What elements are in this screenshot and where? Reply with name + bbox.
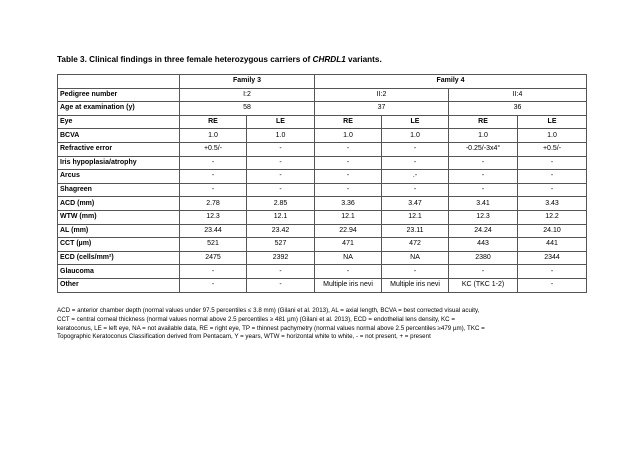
- table-cell: -: [518, 183, 587, 197]
- footnote-line: Topographic Keratoconus Classification derived from Pentacam, Y = years, WTW = horizontal white to white, - = not present, + = present: [57, 333, 431, 341]
- table-cell: 1.0: [449, 129, 518, 143]
- table-cell: NA: [315, 251, 382, 265]
- table-cell: 2392: [247, 251, 315, 265]
- row-label-glaucoma: Glaucoma: [58, 265, 180, 279]
- row-label-cct-m: CCT (µm): [58, 238, 180, 252]
- table-cell: 24.24: [449, 224, 518, 238]
- table-cell: RE: [180, 115, 247, 129]
- table-cell: -: [315, 170, 382, 184]
- table-cell: LE: [518, 115, 587, 129]
- table-cell: -: [180, 265, 247, 279]
- table-cell: RE: [315, 115, 382, 129]
- table-cell: 3.43: [518, 197, 587, 211]
- table-row: [58, 210, 587, 224]
- table-row: [58, 170, 587, 184]
- table-cell: I:2: [180, 88, 315, 102]
- table-cell: 521: [180, 238, 247, 252]
- table-cell: -: [180, 170, 247, 184]
- table-cell: -: [247, 183, 315, 197]
- family-header: Family 3: [180, 75, 315, 89]
- table-cell: -: [247, 265, 315, 279]
- row-label-ecd-cells-mm: ECD (cells/mm²): [58, 251, 180, 265]
- row-label-other: Other: [58, 278, 180, 292]
- table-row: [58, 102, 587, 116]
- table-cell: -0.25/-3x4°: [449, 142, 518, 156]
- table-cell: 2.85: [247, 197, 315, 211]
- row-label-al-mm: AL (mm): [58, 224, 180, 238]
- table-row: [58, 156, 587, 170]
- table-cell: -: [247, 142, 315, 156]
- table-row: [58, 224, 587, 238]
- table-cell: 23.44: [180, 224, 247, 238]
- table-row: [58, 183, 587, 197]
- table-cell: -: [518, 170, 587, 184]
- table-cell: RE: [449, 115, 518, 129]
- table-cell: -: [315, 183, 382, 197]
- table-cell: .-: [382, 170, 449, 184]
- table-cell: LE: [247, 115, 315, 129]
- table-cell: 12.1: [247, 210, 315, 224]
- table-cell: 471: [315, 238, 382, 252]
- table-cell: -: [518, 265, 587, 279]
- caption-gene: CHRDL1: [312, 55, 346, 64]
- table-row: [58, 115, 587, 129]
- family-header: Family 4: [315, 75, 587, 89]
- clinical-findings-table: [57, 74, 587, 293]
- row-label-refractive-error: Refractive error: [58, 142, 180, 156]
- table-cell: 12.3: [449, 210, 518, 224]
- table-cell: -: [382, 156, 449, 170]
- table-cell: 1.0: [180, 129, 247, 143]
- table-cell: 441: [518, 238, 587, 252]
- footnote-line: ACD = anterior chamber depth (normal values under 97.5 percentiles ≤ 3.8 mm) (Gilani et al. 2013), AL = axial length, BCVA = best corrected visual acuity,: [57, 307, 480, 314]
- table-cell: +0.5/-: [180, 142, 247, 156]
- table-cell: 3.41: [449, 197, 518, 211]
- table-cell: 2380: [449, 251, 518, 265]
- table-cell: 3.47: [382, 197, 449, 211]
- row-label-iris-hypoplasia-atrophy: Iris hypoplasia/atrophy: [58, 156, 180, 170]
- table-cell: +0.5/-: [518, 142, 587, 156]
- table-footnote: [57, 307, 597, 342]
- table-row: [58, 251, 587, 265]
- table-cell: -: [315, 156, 382, 170]
- caption-prefix: Table 3. Clinical findings in three female heterozygous carriers of: [57, 55, 313, 64]
- table-cell: -: [247, 278, 315, 292]
- table-cell: -: [315, 265, 382, 279]
- table-cell: -: [449, 156, 518, 170]
- table-cell: 37: [315, 102, 449, 116]
- table-cell: -: [180, 278, 247, 292]
- table-cell: 443: [449, 238, 518, 252]
- table-cell: LE: [382, 115, 449, 129]
- table-cell: II:4: [449, 88, 587, 102]
- table-cell: -: [518, 156, 587, 170]
- table-cell: 1.0: [382, 129, 449, 143]
- table-cell: II:2: [315, 88, 449, 102]
- caption-suffix: variants.: [345, 55, 382, 64]
- row-label-shagreen: Shagreen: [58, 183, 180, 197]
- row-label-wtw-mm: WTW (mm): [58, 210, 180, 224]
- table-cell: 1.0: [247, 129, 315, 143]
- table-cell: 472: [382, 238, 449, 252]
- table-cell: -: [518, 278, 587, 292]
- table-cell: -: [315, 142, 382, 156]
- table-cell: 24.10: [518, 224, 587, 238]
- table-cell: Multiple iris nevi: [315, 278, 382, 292]
- row-label-eye: Eye: [58, 115, 180, 129]
- table-cell: -: [449, 183, 518, 197]
- row-label-acd-mm: ACD (mm): [58, 197, 180, 211]
- table-cell: 12.3: [180, 210, 247, 224]
- table-cell: NA: [382, 251, 449, 265]
- table-cell: -: [247, 170, 315, 184]
- table-cell: KC (TKC 1-2): [449, 278, 518, 292]
- header-corner: [58, 75, 180, 89]
- row-label-pedigree-number: Pedigree number: [58, 88, 180, 102]
- table-cell: 23.42: [247, 224, 315, 238]
- table-row: [58, 142, 587, 156]
- table-cell: 22.94: [315, 224, 382, 238]
- table-cell: -: [382, 265, 449, 279]
- table-cell: 23.11: [382, 224, 449, 238]
- table-cell: 2475: [180, 251, 247, 265]
- table-cell: 12.1: [315, 210, 382, 224]
- table-cell: 1.0: [315, 129, 382, 143]
- table-cell: 36: [449, 102, 587, 116]
- table-cell: -: [382, 142, 449, 156]
- table-cell: 1.0: [518, 129, 587, 143]
- table-cell: -: [449, 170, 518, 184]
- table-row: [58, 197, 587, 211]
- table-cell: 3.36: [315, 197, 382, 211]
- table-cell: 2.78: [180, 197, 247, 211]
- table-cell: Multiple iris nevi: [382, 278, 449, 292]
- table-cell: -: [247, 156, 315, 170]
- table-row: [58, 265, 587, 279]
- table-cell: -: [180, 156, 247, 170]
- table-caption: [57, 54, 597, 65]
- row-label-bcva: BCVA: [58, 129, 180, 143]
- table-cell: -: [382, 183, 449, 197]
- table-cell: 58: [180, 102, 315, 116]
- table-cell: 2344: [518, 251, 587, 265]
- table-row: [58, 238, 587, 252]
- table-cell: 527: [247, 238, 315, 252]
- table-cell: -: [180, 183, 247, 197]
- row-label-age-at-examination-y: Age at examination (y): [58, 102, 180, 116]
- table-cell: 12.2: [518, 210, 587, 224]
- table-row: [58, 88, 587, 102]
- table-cell: 12.1: [382, 210, 449, 224]
- footnote-line: keratoconus, LE = left eye, NA = not available data, RE = right eye, TP = thinnest pachymetry (normal values normal above 2.5 percentiles ≥479 µm), TKC =: [57, 324, 485, 332]
- table-cell: -: [449, 265, 518, 279]
- footnote-line: CCT = central corneal thickness (normal values normal above 2.5 percentiles ≥ 481 µm) (Gilani et al. 2013), ECD = endothelial lens density, KC =: [57, 315, 455, 323]
- row-label-arcus: Arcus: [58, 170, 180, 184]
- table-row: [58, 129, 587, 143]
- table-row: [58, 278, 587, 292]
- header-row: [58, 75, 587, 89]
